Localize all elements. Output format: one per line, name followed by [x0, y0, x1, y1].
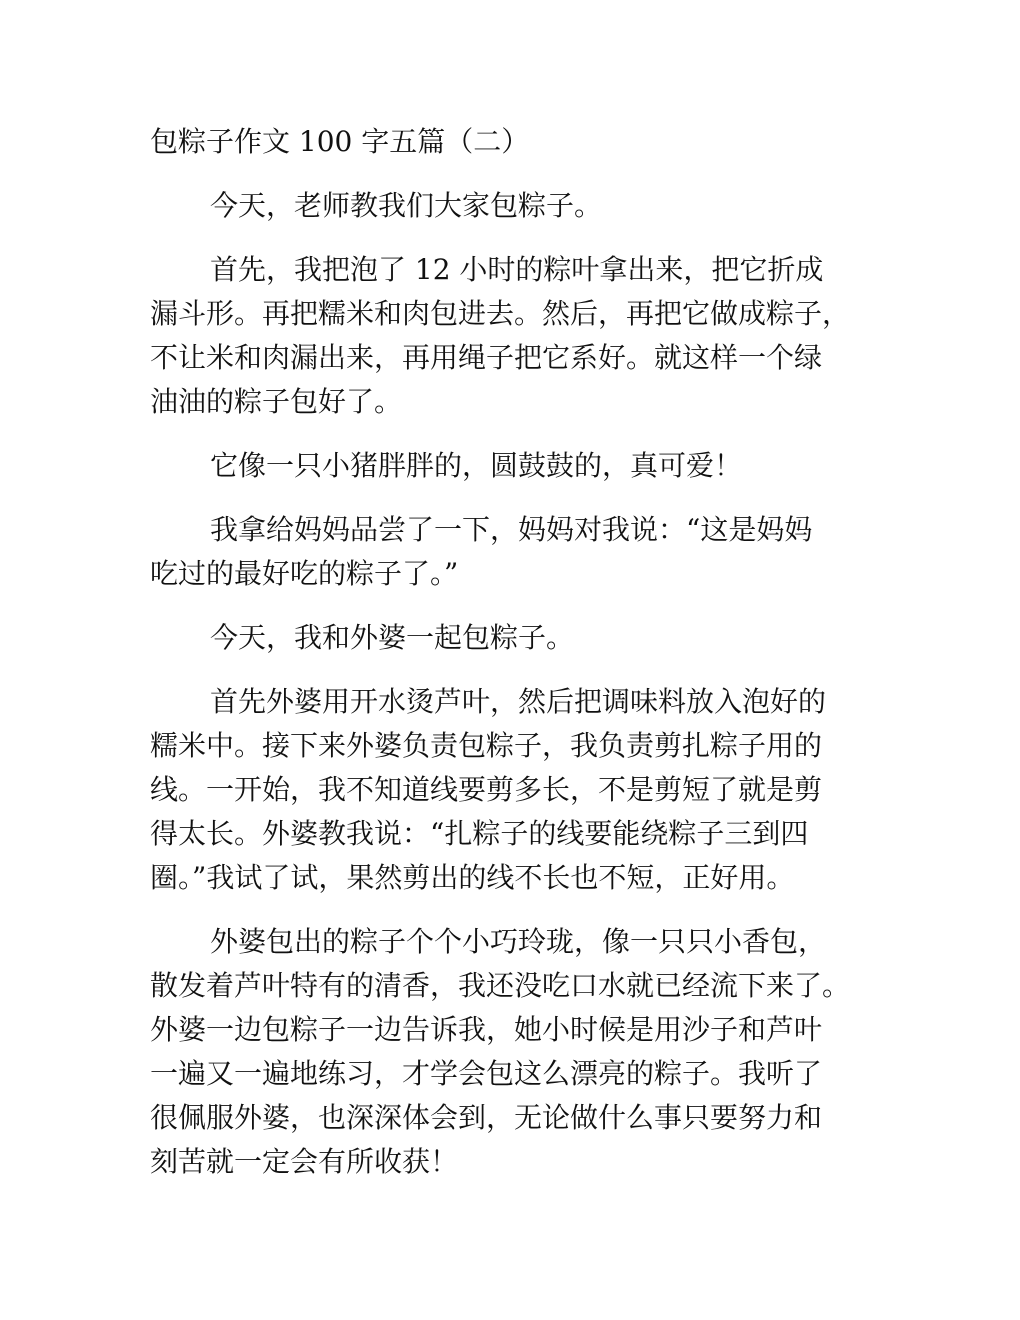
text-line: 油油的粽子包好了。: [150, 385, 403, 418]
paragraph: [150, 616, 910, 660]
document-body: [150, 184, 910, 1184]
text-line: 得太长。外婆教我说：“扎粽子的线要能绕粽子三到四: [150, 817, 809, 850]
text-line: 今天，我和外婆一起包粽子。: [210, 621, 575, 654]
paragraph: [150, 680, 910, 900]
text-line: 吃过的最好吃的粽子了。”: [150, 557, 459, 590]
text-line: 首先，我把泡了 12 小时的粽叶拿出来，把它折成: [210, 253, 824, 286]
paragraph: [150, 184, 910, 228]
text-line: 圈。”我试了试，果然剪出的线不长也不短，正好用。: [150, 861, 795, 894]
paragraph: [150, 248, 910, 424]
text-line: 外婆包出的粽子个个小巧玲珑，像一只只小香包，: [210, 925, 827, 958]
text-line: 不让米和肉漏出来，再用绳子把它系好。就这样一个绿: [150, 341, 823, 374]
text-line: 糯米中。接下来外婆负责包粽子，我负责剪扎粽子用的: [150, 729, 823, 762]
text-line: 首先外婆用开水烫芦叶，然后把调味料放入泡好的: [210, 685, 827, 718]
paragraph: [150, 508, 910, 596]
text-line: 一遍又一遍地练习，才学会包这么漂亮的粽子。我听了: [150, 1057, 823, 1090]
text-line: 它像一只小猪胖胖的，圆鼓鼓的，真可爱！: [210, 449, 743, 482]
paragraph: [150, 444, 910, 488]
document-title: 包粽子作文 100 字五篇（二）: [150, 125, 530, 158]
document-page: [150, 122, 910, 1204]
text-line: 漏斗形。再把糯米和肉包进去。然后，再把它做成粽子，: [150, 297, 851, 330]
text-line: 今天，老师教我们大家包粽子。: [210, 189, 603, 222]
text-line: 外婆一边包粽子一边告诉我，她小时候是用沙子和芦叶: [150, 1013, 823, 1046]
text-line: 散发着芦叶特有的清香，我还没吃口水就已经流下来了。: [150, 969, 851, 1002]
text-line: 我拿给妈妈品尝了一下，妈妈对我说：“这是妈妈: [210, 513, 813, 546]
paragraph: [150, 920, 910, 1184]
text-line: 线。一开始，我不知道线要剪多长，不是剪短了就是剪: [150, 773, 823, 806]
text-line: 刻苦就一定会有所收获！: [150, 1145, 459, 1178]
text-line: 很佩服外婆，也深深体会到，无论做什么事只要努力和: [150, 1101, 823, 1134]
